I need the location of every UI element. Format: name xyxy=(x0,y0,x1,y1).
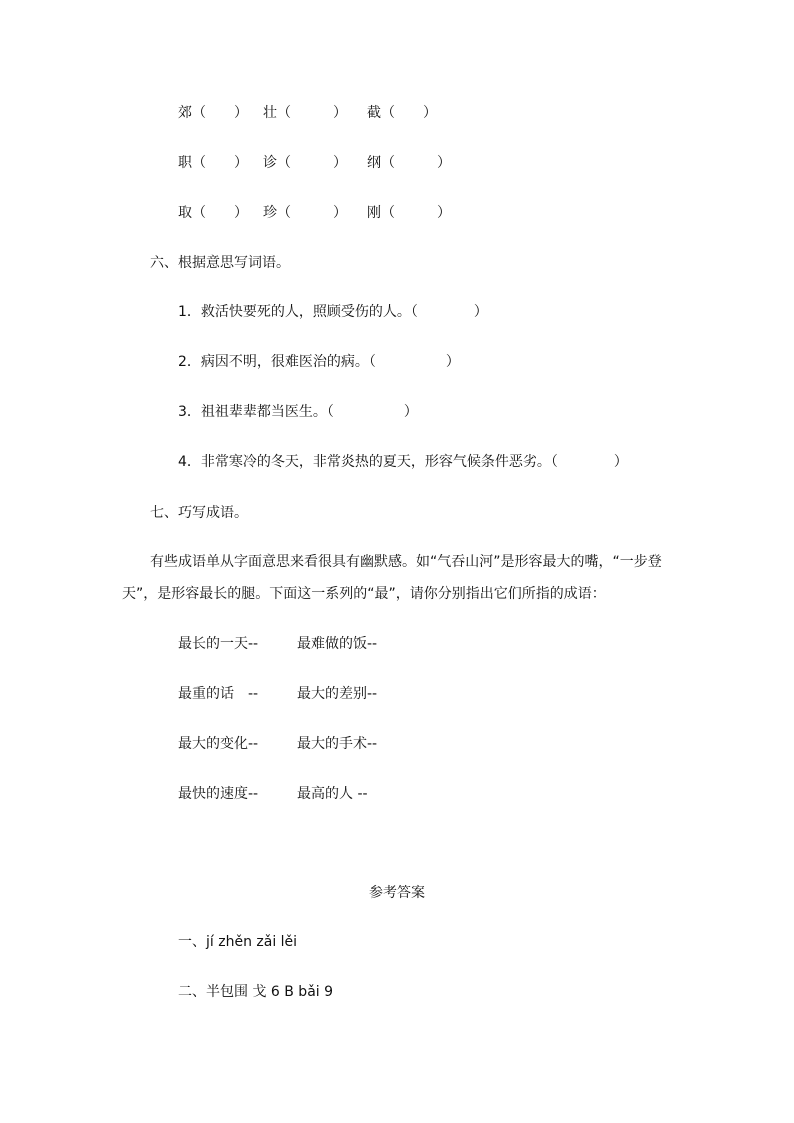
char-group: 刚（ ） xyxy=(367,205,451,221)
char-group: 职（ ） xyxy=(178,155,248,171)
question-item: 2．病因不明，很难医治的病。（ ） xyxy=(178,354,460,370)
section-7-paragraph-line-1: 有些成语单从字面意思来看很具有幽默感。如“气吞山河”是形容最大的嘴，“一步登 xyxy=(150,554,662,570)
answers-title: 参考答案 xyxy=(369,885,425,901)
idiom-prompt: 最快的速度-- xyxy=(178,786,259,802)
idiom-prompt: 最长的一天-- xyxy=(178,636,259,652)
section-7-heading: 七、巧写成语。 xyxy=(150,505,248,521)
idiom-prompt: 最难做的饭-- xyxy=(297,636,378,652)
answer-line-1: 一、jí zhěn zǎi lěi xyxy=(178,934,298,950)
char-group: 壮（ ） xyxy=(263,105,347,121)
char-group: 截（ ） xyxy=(367,105,437,121)
char-group: 郊（ ） xyxy=(178,105,248,121)
char-group: 珍（ ） xyxy=(263,205,347,221)
idiom-prompt: 最重的话 -- xyxy=(178,686,259,702)
idiom-prompt: 最大的手术-- xyxy=(297,736,378,752)
section-7-paragraph-line-2: 天”，是形容最长的腿。下面这一系列的“最”，请你分别指出它们所指的成语： xyxy=(122,586,606,602)
char-group: 诊（ ） xyxy=(263,155,347,171)
question-item: 4．非常寒冷的冬天，非常炎热的夏天，形容气候条件恶劣。（ ） xyxy=(178,454,628,470)
section-6-heading: 六、根据意思写词语。 xyxy=(150,255,290,271)
char-group: 纲（ ） xyxy=(367,155,451,171)
idiom-prompt: 最高的人 -- xyxy=(297,786,368,802)
question-item: 1．救活快要死的人，照顾受伤的人。（ ） xyxy=(178,304,488,320)
idiom-prompt: 最大的差别-- xyxy=(297,686,378,702)
question-item: 3．祖祖辈辈都当医生。（ ） xyxy=(178,404,418,420)
char-group: 取（ ） xyxy=(178,205,248,221)
idiom-prompt: 最大的变化-- xyxy=(178,736,259,752)
answer-line-2: 二、半包围 戈 6 B bǎi 9 xyxy=(178,984,334,1000)
